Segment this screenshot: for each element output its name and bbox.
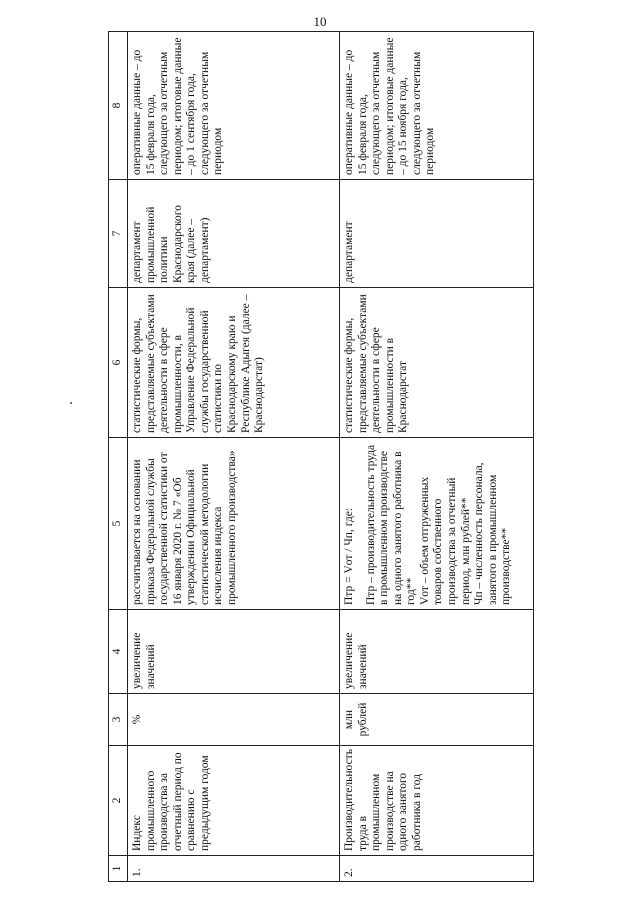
data-source: статистические формы, представляемые субъектами деятельности в сфере промышленности в Краснодарстат xyxy=(340,288,534,438)
direction: увеличение значений xyxy=(340,610,534,694)
col-header-8: 8 xyxy=(109,32,128,180)
formula-definition-3: Чп – численность персонала, занятого в промышленном производстве** xyxy=(473,462,513,605)
col-header-7: 7 xyxy=(109,180,128,288)
reporting-timing: оперативные данные – до 15 февраля года, следующего за отчетным периодом; итоговые данные – до 1 сентября года, следующего за отчетным периодом xyxy=(128,32,340,180)
rotated-table xyxy=(108,32,534,882)
calculation-method: рассчитывается на основании приказа Федеральной службы государственной статистики от 16 января 2020 г. № 7 «Об утверждении Официальной статистической методологии исчисления индекса промышленного производства» xyxy=(128,438,340,610)
col-header-1: 1 xyxy=(109,856,128,882)
col-header-4: 4 xyxy=(109,610,128,694)
row-number: 2. xyxy=(340,856,534,882)
indicator-name: Индекс промышленного производства за отчетный период по сравнению с предыдущим годом xyxy=(128,746,340,856)
unit: млн рублей xyxy=(340,694,534,746)
col-header-2: 2 xyxy=(109,746,128,856)
indicators-table xyxy=(108,31,534,882)
rotated-table-container xyxy=(108,32,534,882)
unit: % xyxy=(128,694,340,746)
page-number: 10 xyxy=(313,14,327,29)
scan-speck xyxy=(70,402,72,404)
formula-definition-1: Птр – производительность труда в промышленном производстве на одного занятого работника в год** xyxy=(364,444,418,605)
col-header-6: 6 xyxy=(109,288,128,438)
calculation-method xyxy=(340,438,534,610)
table-row xyxy=(128,32,340,882)
formula-definition-2: Vот – объем отгруженных товаров собственного производства за отчетный период, млн рублей** xyxy=(418,476,472,605)
data-source: статистические формы, представляемые субъектами деятельности в сфере промышленности, в Управление Федеральной службы государственной статистики по Краснодарскому краю и Республике Адыгея (далее – Краснодарстат) xyxy=(128,288,340,438)
responsible-body: департамент промышленной политики Краснодарского края (далее – департамент) xyxy=(128,180,340,288)
responsible-body: департамент xyxy=(340,180,534,288)
col-header-3: 3 xyxy=(109,694,128,746)
col-header-5: 5 xyxy=(109,438,128,610)
formula: Птр = Vот / Чп, где: xyxy=(343,507,355,605)
reporting-timing: оперативные данные – до 15 февраля года, следующего за отчетным периодом; итоговые данные – до 15 ноября года, следующего за отчетным периодом xyxy=(340,32,534,180)
table-row xyxy=(340,32,534,882)
header-row xyxy=(109,32,128,882)
direction: увеличение значений xyxy=(128,610,340,694)
row-number: 1. xyxy=(128,856,340,882)
indicator-name: Производительность труда в промышленном производстве на одного занятого работника в год xyxy=(340,746,534,856)
